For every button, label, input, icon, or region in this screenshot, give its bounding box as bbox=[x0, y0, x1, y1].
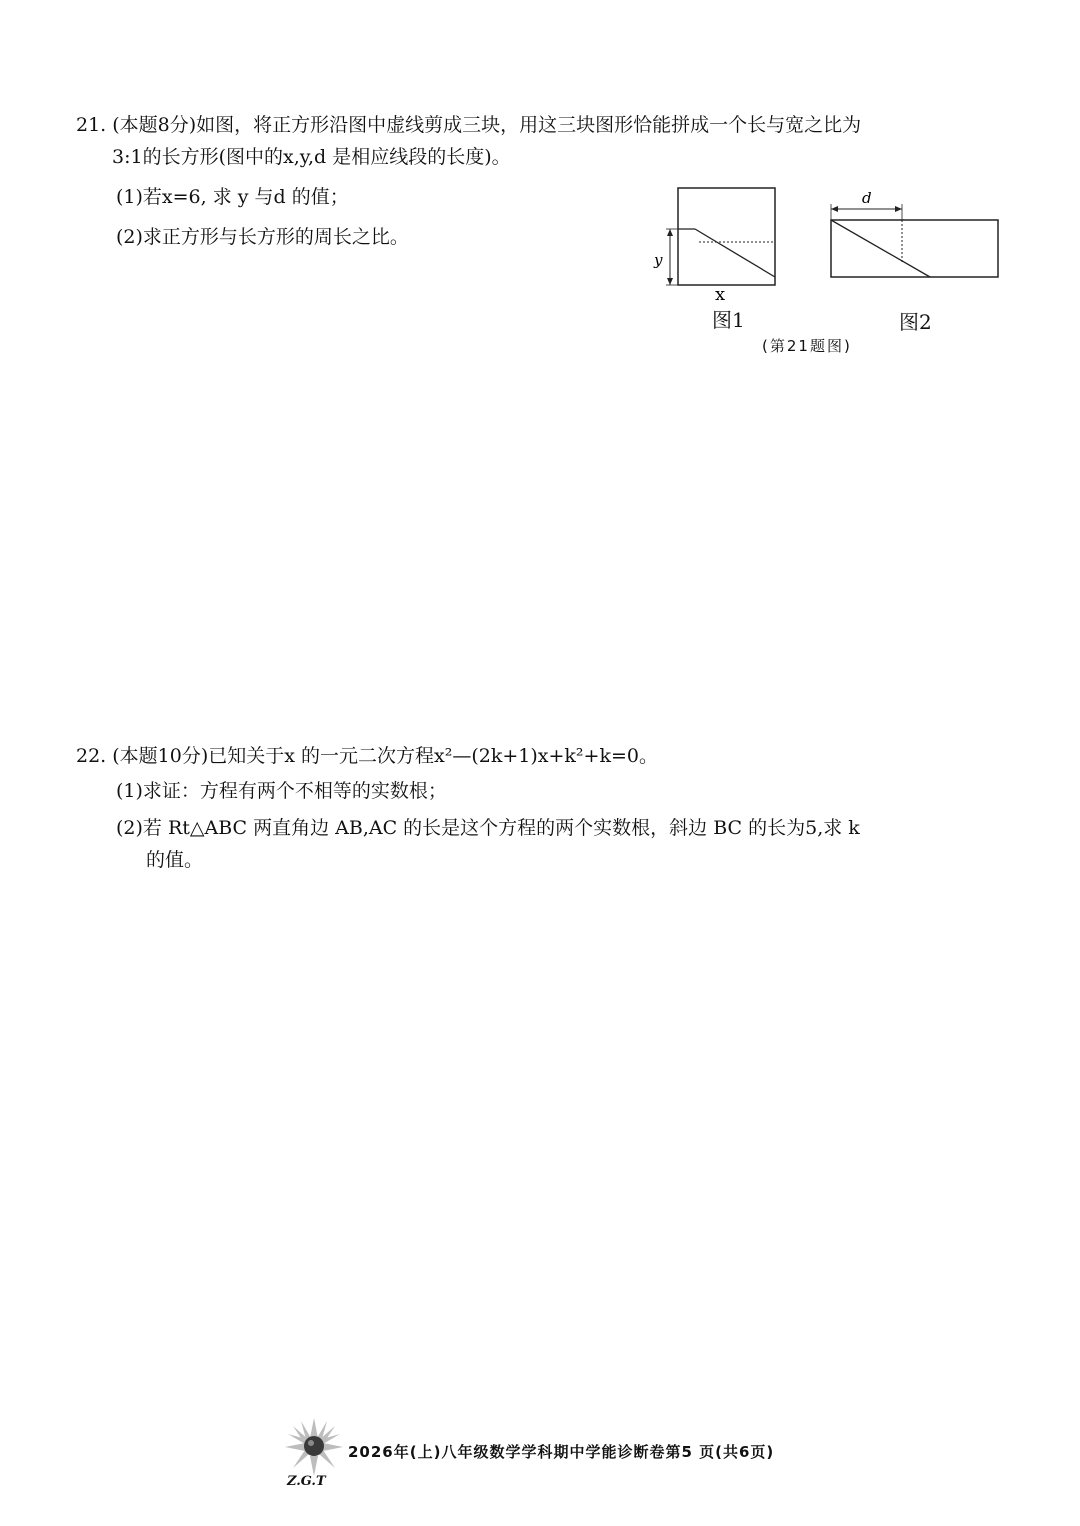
fig1-caption: 图1 bbox=[712, 308, 745, 332]
footer-page-info: 2026年(上)八年级数学学科期中学能诊断卷第5 页(共6页) bbox=[348, 1443, 775, 1461]
fig2-caption: 图2 bbox=[899, 310, 932, 334]
q21-line1: 21. (本题8分)如图，将正方形沿图中虚线剪成三块，用这三块图形恰能拼成一个长与宽之比为 bbox=[76, 114, 862, 136]
logo-text: Z.G.T bbox=[287, 1474, 326, 1489]
q22-part2-line2: 的值。 bbox=[146, 849, 204, 871]
q21-line2: 3:1的长方形(图中的x,y,d 是相应线段的长度)。 bbox=[112, 146, 511, 168]
logo-icon bbox=[283, 1416, 345, 1478]
q22-line1: 22. (本题10分)已知关于x 的一元二次方程x²—(2k+1)x+k²+k=0。 bbox=[76, 745, 658, 767]
q21-figure-caption: (第21题图) bbox=[762, 337, 852, 355]
q22-part2-line1: (2)若 Rt△ABC 两直角边 AB,AC 的长是这个方程的两个实数根，斜边 BC 的长为5,求 k bbox=[116, 817, 860, 839]
fig2-label-d: d bbox=[862, 189, 872, 207]
fig1-label-y: y bbox=[654, 251, 663, 269]
fig1-label-x: x bbox=[715, 284, 726, 305]
q22-part1: (1)求证：方程有两个不相等的实数根； bbox=[116, 780, 447, 802]
q21-figure bbox=[640, 178, 1010, 338]
q21-part1: (1)若x=6, 求 y 与d 的值； bbox=[116, 186, 349, 208]
fig2-rectangle bbox=[831, 204, 998, 277]
q21-part2: (2)求正方形与长方形的周长之比。 bbox=[116, 226, 409, 248]
fig1-square bbox=[666, 188, 775, 285]
